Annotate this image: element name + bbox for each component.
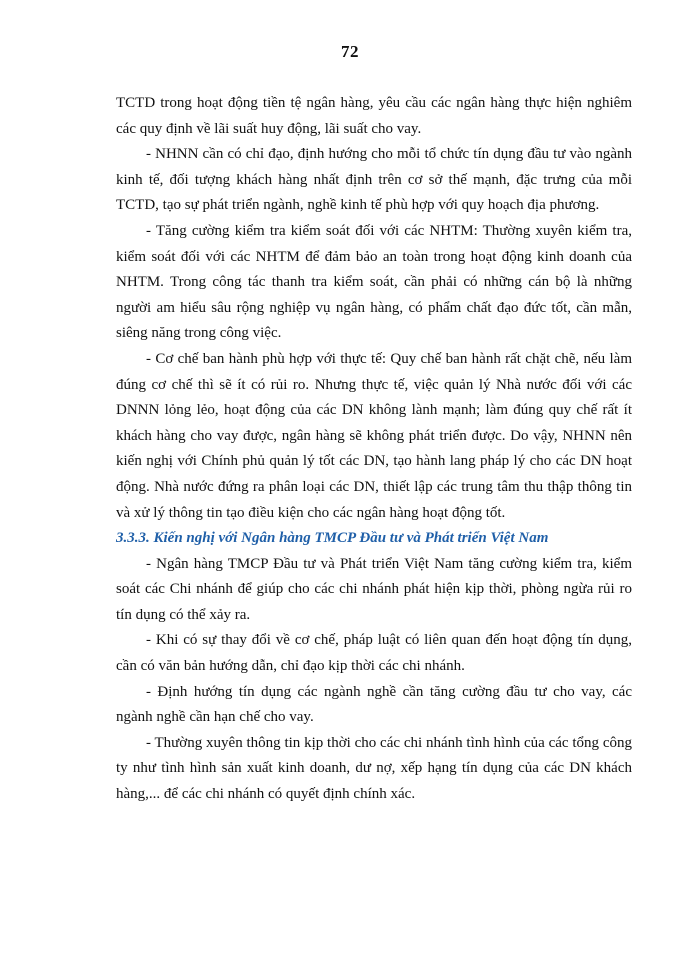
document-body <box>116 91 632 808</box>
paragraph-information-sharing: - Thường xuyên thông tin kịp thời cho các chi nhánh tình hình của các tổng công ty như tình hình sản xuất kinh doanh, dư nợ, xếp hạng tín dụng của các DN khách hàng,... để các chi nhánh có quyết định chính xác. <box>116 734 632 803</box>
paragraph-credit-orientation: - Định hướng tín dụng các ngành nghề cần tăng cường đầu tư cho vay, các ngành nghề cần hạn chế cho vay. <box>116 683 632 726</box>
paragraph-nhnn-guidance: - NHNN cần có chỉ đạo, định hướng cho mỗi tổ chức tín dụng đầu tư vào ngành kinh tế, đối tượng khách hàng nhất định trên cơ sở thế mạnh, đặc trưng của mỗi TCTD, tạo sự phát triển ngành, nghề kinh tế phù hợp với quy hoạch địa phương. <box>116 146 632 214</box>
paragraph-inspection: - Tăng cường kiểm tra kiểm soát đối với các NHTM: Thường xuyên kiểm tra, kiểm soát đối với các NHTM để đảm bảo an toàn trong hoạt động kinh doanh của NHTM. Trong công tác thanh tra kiểm soát, cần phải có những cán bộ là những người am hiểu sâu rộng nghiệp vụ ngân hàng, có phẩm chất đạo đức tốt, cần mẫn, siêng năng trong công việc. <box>116 222 632 342</box>
paragraph-continuation: TCTD trong hoạt động tiền tệ ngân hàng, yêu cầu các ngân hàng thực hiện nghiêm các quy định về lãi suất huy động, lãi suất cho vay. <box>116 95 632 137</box>
page-number: 72 <box>341 42 359 61</box>
paragraph-guidance-documents: - Khi có sự thay đổi về cơ chế, pháp luật có liên quan đến hoạt động tín dụng, cần có văn bản hướng dẫn, chỉ đạo kịp thời các chi nhánh. <box>116 632 632 675</box>
paragraph-mechanism: - Cơ chế ban hành phù hợp với thực tế: Quy chế ban hành rất chặt chẽ, nếu làm đúng cơ chế thì sẽ ít có rủi ro. Nhưng thực tế, việc quản lý Nhà nước đối với các DNNN lỏng lẻo, hoạt động của các DN không lành mạnh; làm đúng quy chế rất ít khách hàng cho vay được, ngân hàng sẽ không phát triển được. Do vậy, NHNN nên kiến nghị với Chính phủ quản lý tốt các DN, tạo hành lang pháp lý cho các DN hoạt động. Nhà nước đứng ra phân loại các DN, thiết lập các trung tâm thu thập thông tin và xử lý thông tin tạo điều kiện cho các ngân hàng hoạt động tốt. <box>116 350 632 521</box>
paragraph-branch-control: - Ngân hàng TMCP Đầu tư và Phát triển Việt Nam tăng cường kiểm tra, kiểm soát các Chi nhánh để giúp cho các chi nhánh phát hiện kịp thời, phòng ngừa rủi ro tín dụng có thể xảy ra. <box>116 555 632 623</box>
section-heading: 3.3.3. Kiến nghị với Ngân hàng TMCP Đầu tư và Phát triển Việt Nam <box>116 530 549 547</box>
